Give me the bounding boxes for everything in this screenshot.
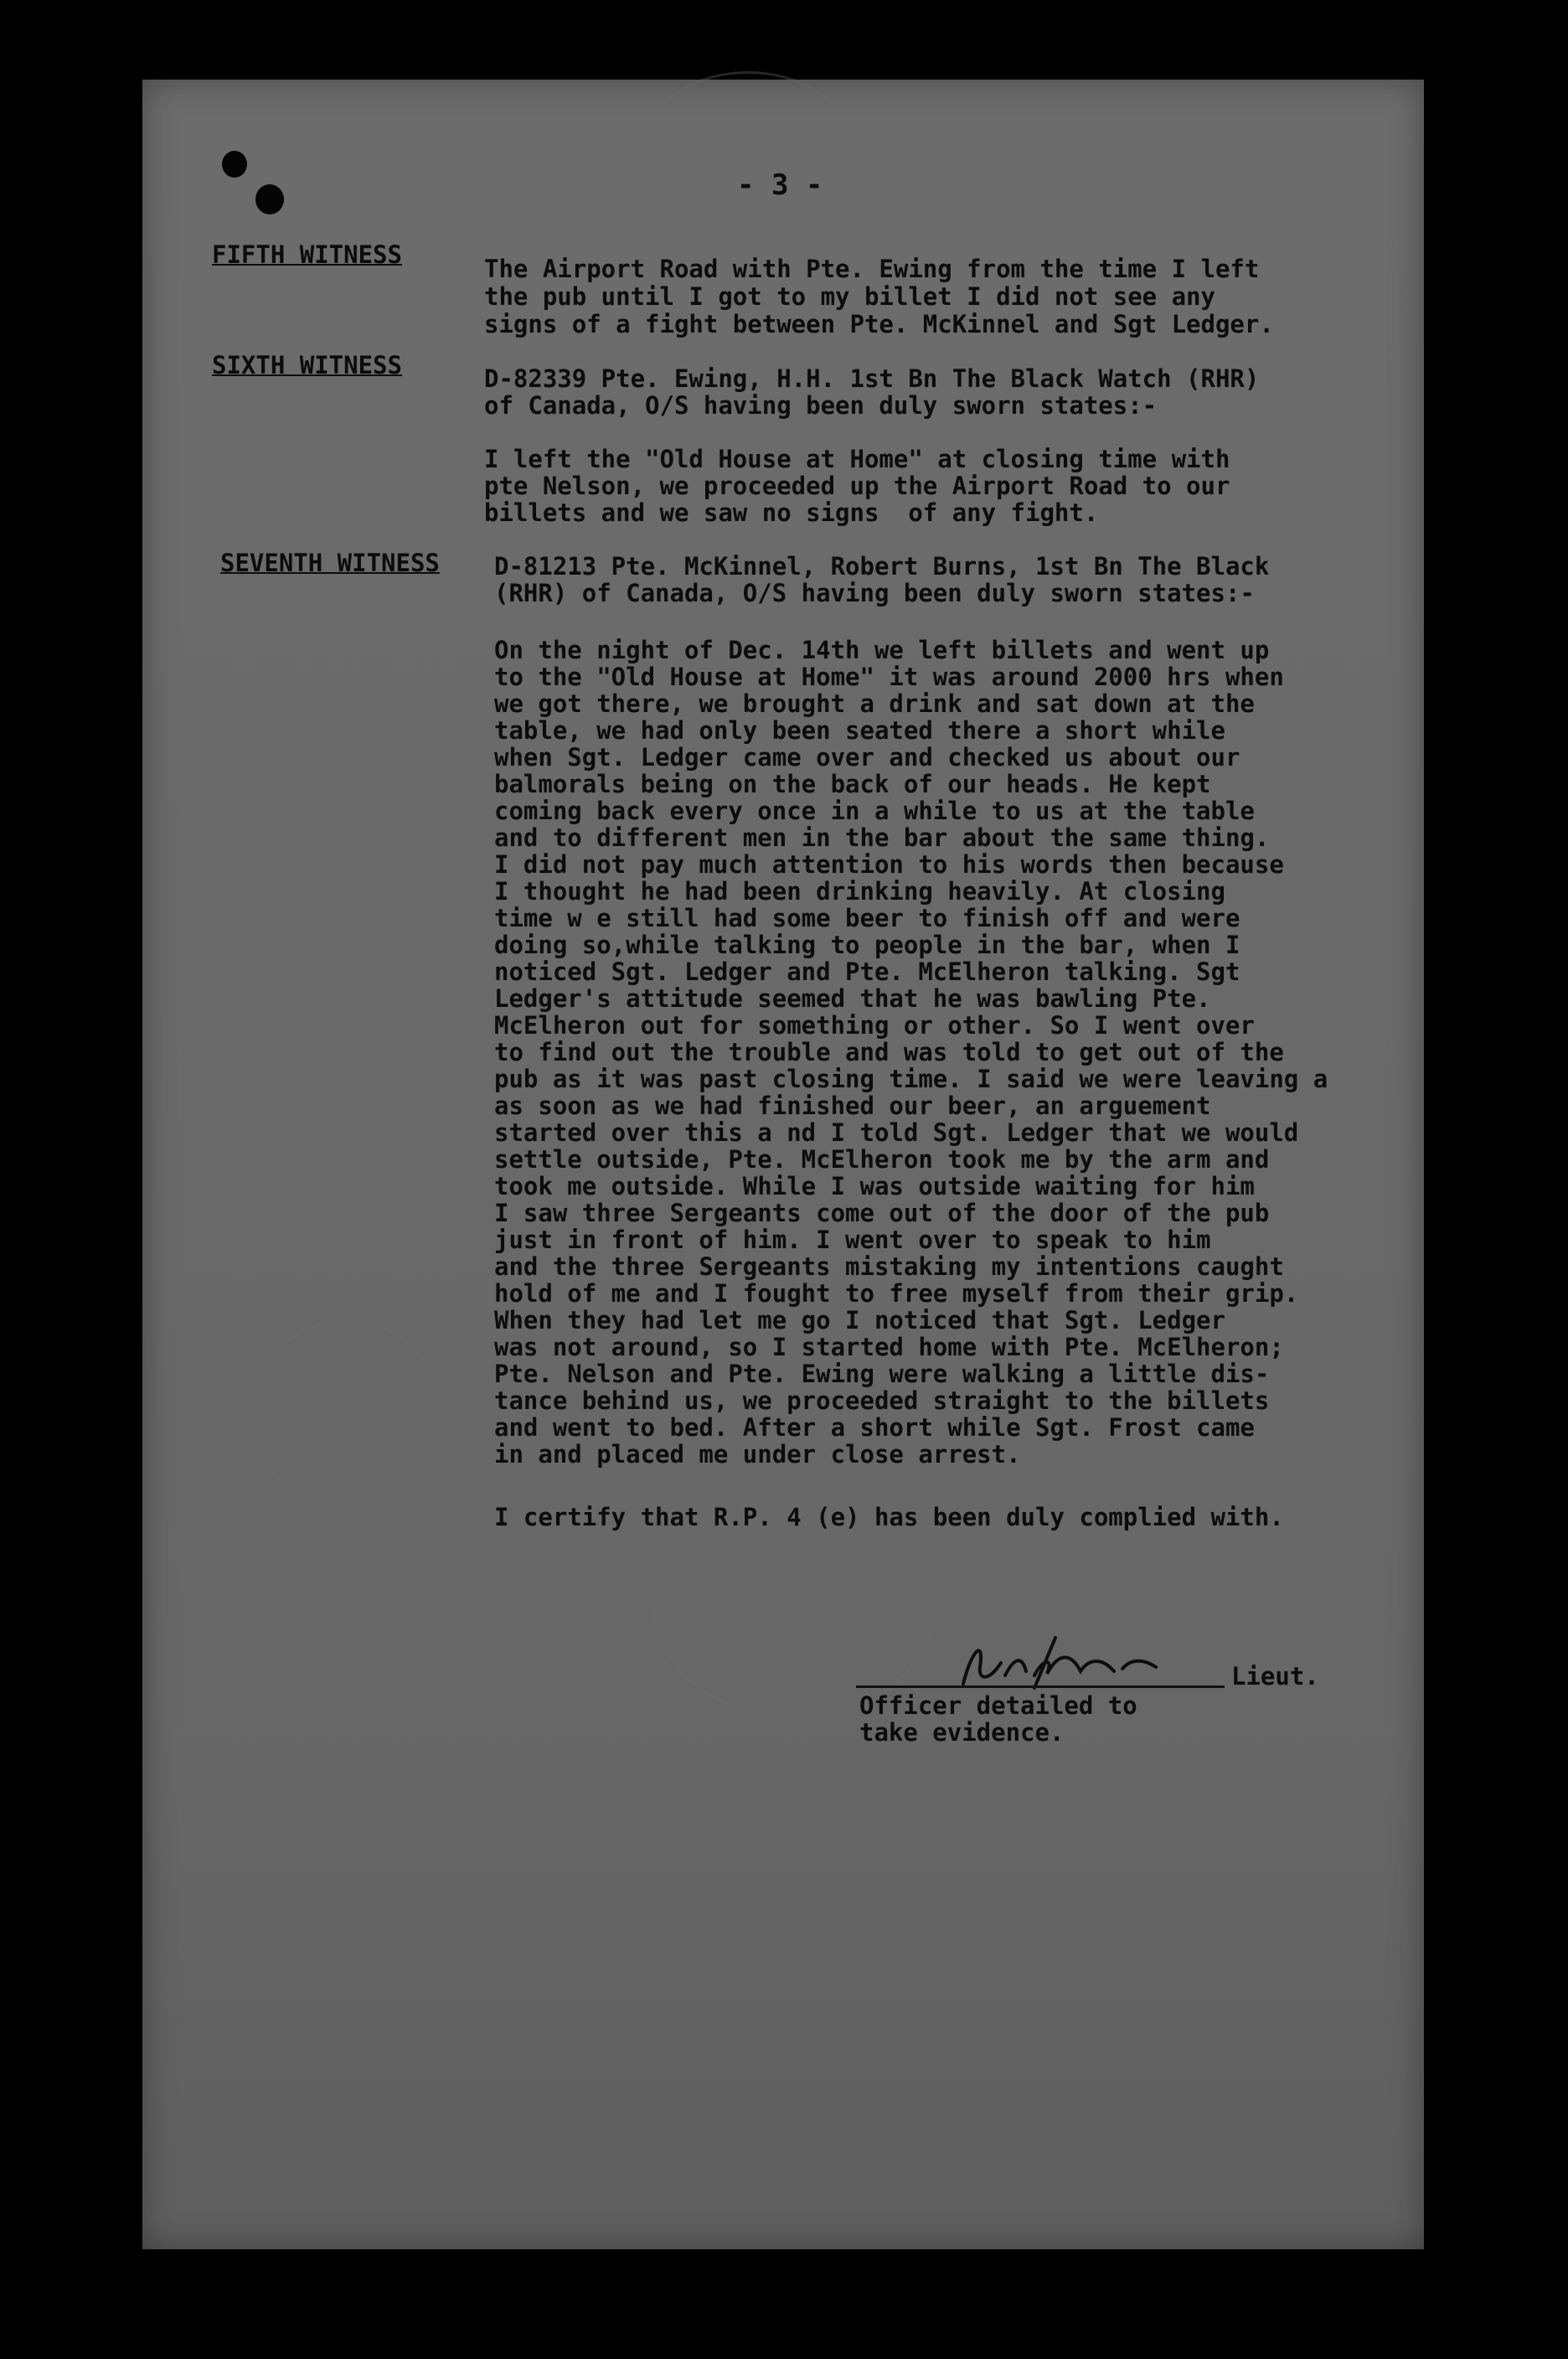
sixth-witness-statement-3: billets and we saw no signs of any fight. (484, 498, 1099, 527)
sixth-witness-statement-2: pte Nelson, we proceeded up the Airport Road to our (484, 472, 1230, 500)
fifth-witness-line-3: signs of a fight between Pte. McKinnel and Sgt Ledger. (484, 310, 1274, 338)
sixth-witness-line-1: D-82339 Pte. Ewing, H.H. 1st Bn The Black Watch (RHR) (484, 364, 1260, 393)
document-page (142, 80, 1424, 2249)
statement-line: balmorals being on the back of our heads. He kept (494, 770, 1211, 798)
officer-signature (955, 1634, 1164, 1692)
punch-hole-bottom (255, 184, 284, 214)
statement-line: and went to bed. After a short while Sgt. Frost came (494, 1413, 1255, 1442)
seal-watermark-top (637, 71, 859, 244)
statement-line: doing so,while talking to people in the bar, when I (494, 931, 1240, 959)
statement-line: to find out the trouble and was told to get out of the (494, 1038, 1284, 1066)
statement-line: Pte. Nelson and Pte. Ewing were walking a little dis- (494, 1360, 1270, 1388)
statement-line: and the three Sergeants mistaking my intentions caught (494, 1252, 1284, 1281)
seventh-witness-label: SEVENTH WITNESS (220, 549, 440, 577)
sixth-witness-label: SIXTH WITNESS (212, 351, 402, 379)
statement-line: hold of me and I fought to free myself from their grip. (494, 1279, 1299, 1308)
statement-line: in and placed me under close arrest. (494, 1440, 1021, 1469)
page-number: - 3 - (737, 168, 823, 202)
fifth-witness-line-1: The Airport Road with Pte. Ewing from the time I left (484, 255, 1260, 283)
statement-line: to the "Old House at Home" it was around 2000 hrs when (494, 663, 1284, 691)
statement-line: Ledger's attitude seemed that he was bawling Pte. (494, 984, 1211, 1013)
statement-line: as soon as we had finished our beer, an arguement (494, 1092, 1211, 1120)
statement-line: I thought he had been drinking heavily. At closing (494, 877, 1225, 906)
statement-line: was not around, so I started home with Pte. McElheron; (494, 1333, 1284, 1361)
statement-line: coming back every once in a while to us at the table (494, 797, 1255, 825)
signature-caption-line-1: Officer detailed to (859, 1691, 1137, 1720)
statement-line: tance behind us, we proceeded straight to the billets (494, 1386, 1270, 1415)
statement-line: McElheron out for something or other. So I went over (494, 1011, 1255, 1040)
sixth-witness-statement-1: I left the "Old House at Home" at closing time with (484, 445, 1230, 473)
sixth-witness-line-2: of Canada, O/S having been duly sworn states:- (484, 391, 1158, 420)
statement-line: I did not pay much attention to his words then because (494, 850, 1284, 879)
statement-line: took me outside. While I was outside waiting for him (494, 1172, 1255, 1200)
statement-line: When they had let me go I noticed that Sgt. Ledger (494, 1306, 1225, 1334)
statement-line: we got there, we brought a drink and sat down at the (494, 689, 1255, 718)
statement-line: noticed Sgt. Ledger and Pte. McElheron talking. Sgt (494, 958, 1240, 986)
signature-rank: Lieut. (1231, 1662, 1319, 1691)
statement-line: settle outside, Pte. McElheron took me by the arm and (494, 1145, 1270, 1174)
statement-line: On the night of Dec. 14th we left billets and went up (494, 636, 1270, 664)
statement-line: table, we had only been seated there a short while (494, 716, 1225, 745)
statement-line: when Sgt. Ledger came over and checked us about our (494, 743, 1240, 772)
seventh-witness-line-2: (RHR) of Canada, O/S having been duly sworn states:- (494, 579, 1255, 607)
statement-line: time w e still had some beer to finish off and were (494, 904, 1240, 932)
statement-line: pub as it was past closing time. I said we were leaving a (494, 1065, 1328, 1093)
punch-hole-top (222, 151, 247, 178)
fifth-witness-line-2: the pub until I got to my billet I did not see any (484, 282, 1215, 311)
statement-line: just in front of him. I went over to speak to him (494, 1226, 1211, 1254)
certification-statement: I certify that R.P. 4 (e) has been duly complied with. (494, 1503, 1284, 1531)
statement-line: I saw three Sergeants come out of the door of the pub (494, 1199, 1270, 1227)
fifth-witness-label: FIFTH WITNESS (212, 240, 402, 269)
statement-line: and to different men in the bar about the same thing. (494, 823, 1270, 852)
signature-caption-line-2: take evidence. (859, 1718, 1065, 1747)
statement-line: started over this a nd I told Sgt. Ledger that we would (494, 1118, 1299, 1147)
signature-line (856, 1685, 1225, 1688)
seventh-witness-line-1: D-81213 Pte. McKinnel, Robert Burns, 1st Bn The Black (494, 552, 1270, 581)
seal-watermark-middle (251, 1319, 441, 1509)
